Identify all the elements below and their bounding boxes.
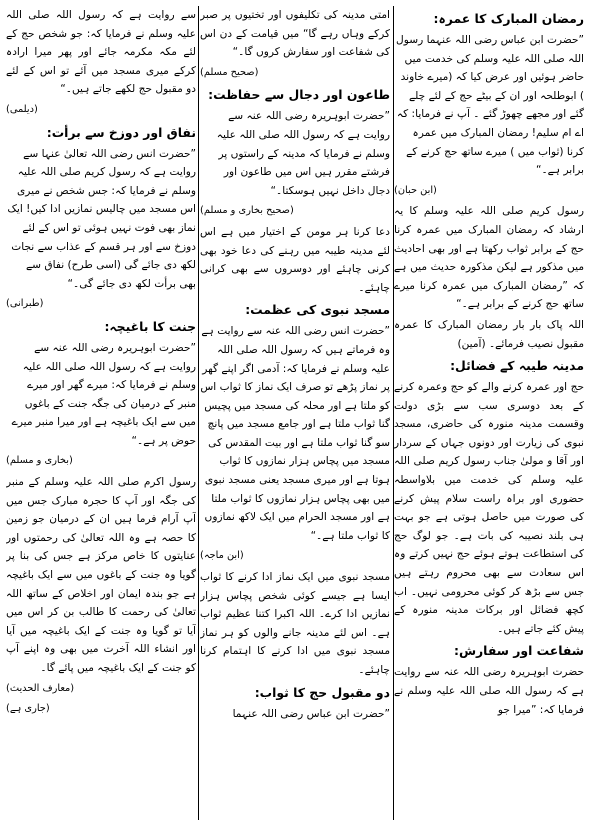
- section-heading: مسجد نبوی کی عظمت:: [245, 302, 390, 318]
- section-heading: رمضان المبارک کا عمرہ:: [433, 11, 584, 26]
- paragraph: دعا کرنا ہر مومن کے اختیار میں ہے اس لئے مدینہ طیبہ میں رہنے کی دعا خود بھی کرنی چاہئے اور دوسروں سے بھی کرانی چاہئے۔: [200, 225, 390, 294]
- paragraph: امتی مدینہ کی تکلیفوں اور تختیوں پر صبر کرکے وہاں رہے گا“ میں قیامت کے دن اس کی شفاعت اور سفارش کروں گا۔“: [200, 9, 390, 59]
- column-right: [394, 6, 584, 822]
- paragraph: سے روایت ہے کہ رسول اللہ صلی اللہ علیہ وسلم نے فرمایا کہ: جو شخص حج کے لئے مکہ مکرمہ جائے اور پھر میرا ارادہ کرکے میری مسجد میں آئے تو اس کے لئے دو مقبول حج لکھے جاتے ہیں۔“: [6, 9, 196, 96]
- hadith-quote: ”حضرت ابن عباس رضی اللہ عنہما رسول اللہ صلی اللہ علیہ وسلم کی خدمت میں حاضر ہوئیں اور عرض کیا کہ (میرے خاوند ) ابوطلحہ اور ان کے بیٹے حج کے لئے چلے گئے اور مجھے چھوڑ گئے ۔ آپ نے فرمایا: کہ اے ام سلیم! رمضان المبارک میں عمرہ کرنا (ثواب میں ) میرے ساتھ حج کرنے کے برابر ہے۔“: [396, 34, 584, 177]
- hadith-quote: ”حضرت انس رضی اللہ تعالیٰ عنہا سے روایت ہے کہ رسول کریم صلی اللہ علیہ وسلم نے فرمایا کہ: جس شخص نے میری اس مسجد میں چالیس نمازیں ادا کیں! ایک نماز بھی فوت نہیں ہوئی تو اس کے لئے دوزخ سے اور ہر قسم کے عذاب سے نجات لکھ دی جائے گی (اسی طرح) نفاق سے بھی برأت لکھ دی جائے گی۔“: [7, 147, 196, 290]
- column-middle: [200, 6, 390, 822]
- citation: (بخاری و مسلم): [6, 455, 73, 467]
- paragraph: حج اور عمرہ کرنے والے کو حج وعمرہ کرنے کے بعد دوسری سب سے بڑی دولت وقسمت مدینہ منورہ کی حاضری، مسجد نبوی کی زیارت اور دونوں جہاں کے سردار اور آقا و مولیٰ جناب رسول کریم صلی اللہ علیہ وسلم کی خدمت میں بلاواسطہ حضوری اور براہ راست سلام پیش کرنے کی صورت میں حاصل ہوتی ہے جو بہت ہی بلند نصیبہ کی بات ہے۔ جو لوگ حج کی استطاعت ہوتے ہوئے حج نہیں کرتے وہ اس سعادت سے بھی محروم رہتے ہیں جس سے بڑھ کر کوئی محرومی نہیں۔ اب کچھ فضائل اور برکات مدینہ منورہ کے پیش کئے جاتے ہیں۔: [394, 381, 584, 635]
- column-divider: [198, 6, 199, 820]
- paragraph: رسول کریم صلی اللہ علیہ وسلم کا یہ ارشاد کہ رمضان المبارک میں عمرہ کرنا حج کے برابر ثواب رکھتا ہے اور بھی احادیث میں مذکور ہے لیکن مذکورہ حدیث میں ہے کہ ”رمضان المبارک میں عمرہ کرنا میرے ساتھ حج کرنے کے برابر ہے۔“: [394, 205, 584, 311]
- section-heading: مدینہ طیبہ کے فضائل:: [450, 358, 584, 374]
- paragraph: اللہ پاک بار بار رمضان المبارک کا عمرہ مقبول نصیب فرمائے۔ (آمین): [394, 318, 584, 350]
- column-left: [6, 6, 196, 822]
- paragraph: رسول اکرم صلی اللہ علیہ وسلم کے منبر کی جگہ اور آپ کا حجرہ مبارک جس میں آپ آرام فرما ہیں ان کے درمیان جو زمین کا حصہ ہے وہ اللہ تعالیٰ کی رحمتوں اور عنایتوں کا خاص مرکز ہے جس کی بنا پر گویا وہ جنت کے باغوں میں سے ایک باغیچہ ہے جو بندہ ایمان اور اخلاص کے ساتھ اللہ تعالیٰ کی رحمت کا طالب بن کر اس میں آیا تو گویا وہ جنت کے ایک باغیچہ میں آیا اور انشاء اللہ آخرت میں بھی وہ اپنے آپ کو جنت کے ایک باغیچہ میں پائے گا۔: [6, 476, 196, 674]
- paragraph: مسجد نبوی میں ایک نماز ادا کرنے کا ثواب ایسا ہے جیسے کوئی شخص پچاس ہزار نمازیں ادا کرے۔ اللہ اکبرا کتنا عظیم ثواب ہے۔ اس لئے مدینہ جانے والوں کو ہر نماز مسجد نبوی میں ادا کرنے کا اہتمام کرنا چاہئے۔: [200, 571, 390, 676]
- section-heading: شفاعت اور سفارش:: [454, 643, 584, 659]
- section-heading: جنت کا باغیچہ:: [104, 318, 196, 334]
- hadith-quote: ”حضرت ابن عباس رضی اللہ عنہما: [232, 707, 390, 720]
- citation: (صحیح مسلم): [200, 66, 259, 78]
- hadith-quote: ”حضرت ابوہریرہ رضی اللہ عنہ سے روایت ہے کہ رسول اللہ صلی اللہ علیہ وسلم نے فرمایا کہ مدینہ کے راستوں پر فرشتے مقرر ہیں اس میں طاعون اور دجال داخل نہیں ہوسکتا۔“: [216, 110, 390, 197]
- citation: (صحیح بخاری و مسلم): [200, 205, 294, 217]
- section-heading: نفاق اور دوزخ سے برأت:: [46, 124, 196, 140]
- section-heading: دو مقبول حج کا ثواب:: [254, 684, 390, 700]
- citation: (جاری ہے): [6, 703, 50, 715]
- citation: (معارف الحدیث): [6, 682, 75, 694]
- section-heading: طاعون اور دجال سے حفاظت:: [208, 87, 390, 103]
- hadith-quote: ”حضرت انس رضی اللہ عنہ سے روایت ہے وہ فرماتے ہیں کہ رسول اللہ صلی اللہ علیہ وسلم نے فرمایا کہ: آدمی اگر اپنے گھر پر نماز پڑھے تو صرف ایک نماز کا ثواب اس کو ملتا ہے اور محلہ کی مسجد میں پچیس گنا ثواب ملتا ہے اور جامع مسجد میں پانچ سو گنا ثواب ملتا ہے اور بیت المقدس کی مسجد میں پچاس ہزار نمازوں کا ثواب ہوتا ہے اور میری مسجد یعنی مسجد نبوی میں بھی پچاس ہزار نمازوں کا ثواب ملتا ہے اور مسجد الحرام میں ایک لاکھ نمازوں کا ثواب ملتا ہے۔“: [200, 325, 390, 542]
- citation: (ابن ماجہ): [200, 550, 244, 562]
- citation: (ابن حبان): [394, 184, 437, 196]
- citation: (دیلمی): [6, 103, 38, 115]
- column-divider: [393, 6, 394, 820]
- paragraph: حضرت ابوہریرہ رضی اللہ عنہ سے روایت ہے کہ رسول اللہ صلی اللہ علیہ وسلم نے فرمایا کہ: ”میرا جو: [394, 666, 584, 716]
- hadith-quote: ”حضرت ابوہریرہ رضی اللہ عنہ سے روایت ہے کہ رسول اللہ صلی اللہ علیہ وسلم نے فرمایا کہ: میرے گھر اور میرے منبر کے درمیان کی جگہ جنت کے باغوں میں سے ایک باغیچہ ہے اور میرا منبر میرے حوض پر ہے۔“: [11, 341, 196, 447]
- citation: (طبرانی): [6, 298, 44, 310]
